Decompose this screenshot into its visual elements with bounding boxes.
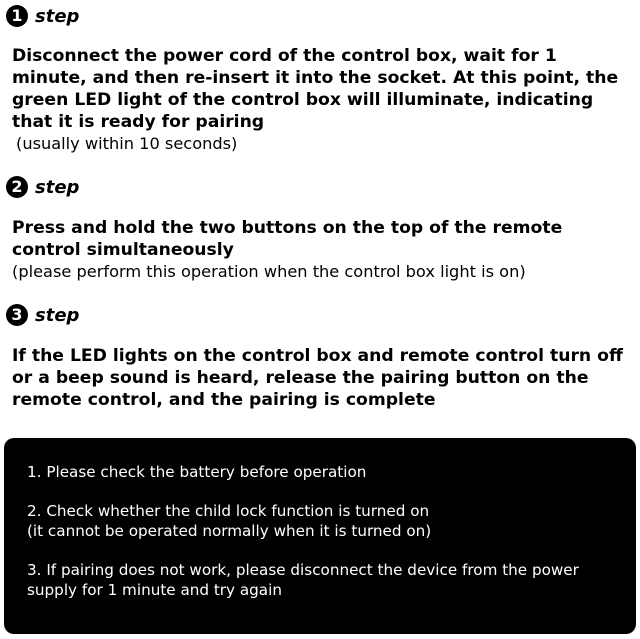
step-2-header [6,174,79,200]
step-3-header [6,302,79,328]
step-1-header [6,3,79,29]
tip-2: 2. Check whether the child lock function is turned on (it cannot be operated normally when it is turned on) [27,502,432,540]
step-1-note: (usually within 10 seconds) [16,134,238,153]
tip-1: 1. Please check the battery before operation [27,463,367,481]
step-1-label: step [35,5,80,27]
step-1-instruction: Disconnect the power cord of the control box, wait for 1 minute, and then re-insert it into the socket. At this point, the green LED light of the control box will illuminate, indicating that it is ready for pairing [12,46,619,132]
step-2-instruction: Press and hold the two buttons on the top of the remote control simultaneously [12,218,563,260]
step-2-note: (please perform this operation when the control box light is on) [12,262,526,281]
step-3-label: step [35,304,80,326]
tips-panel [4,438,636,634]
step-3-number-badge: 3 [6,304,28,326]
step-3-instruction: If the LED lights on the control box and remote control turn off or a beep sound is heard, release the pairing button on the remote control, and the pairing is complete [12,346,623,410]
step-2-number-badge: 2 [6,176,28,198]
step-1-number-badge: 1 [6,5,28,27]
step-2-label: step [35,176,80,198]
tip-3: 3. If pairing does not work, please disconnect the device from the power supply for 1 minute and try again [27,561,579,599]
